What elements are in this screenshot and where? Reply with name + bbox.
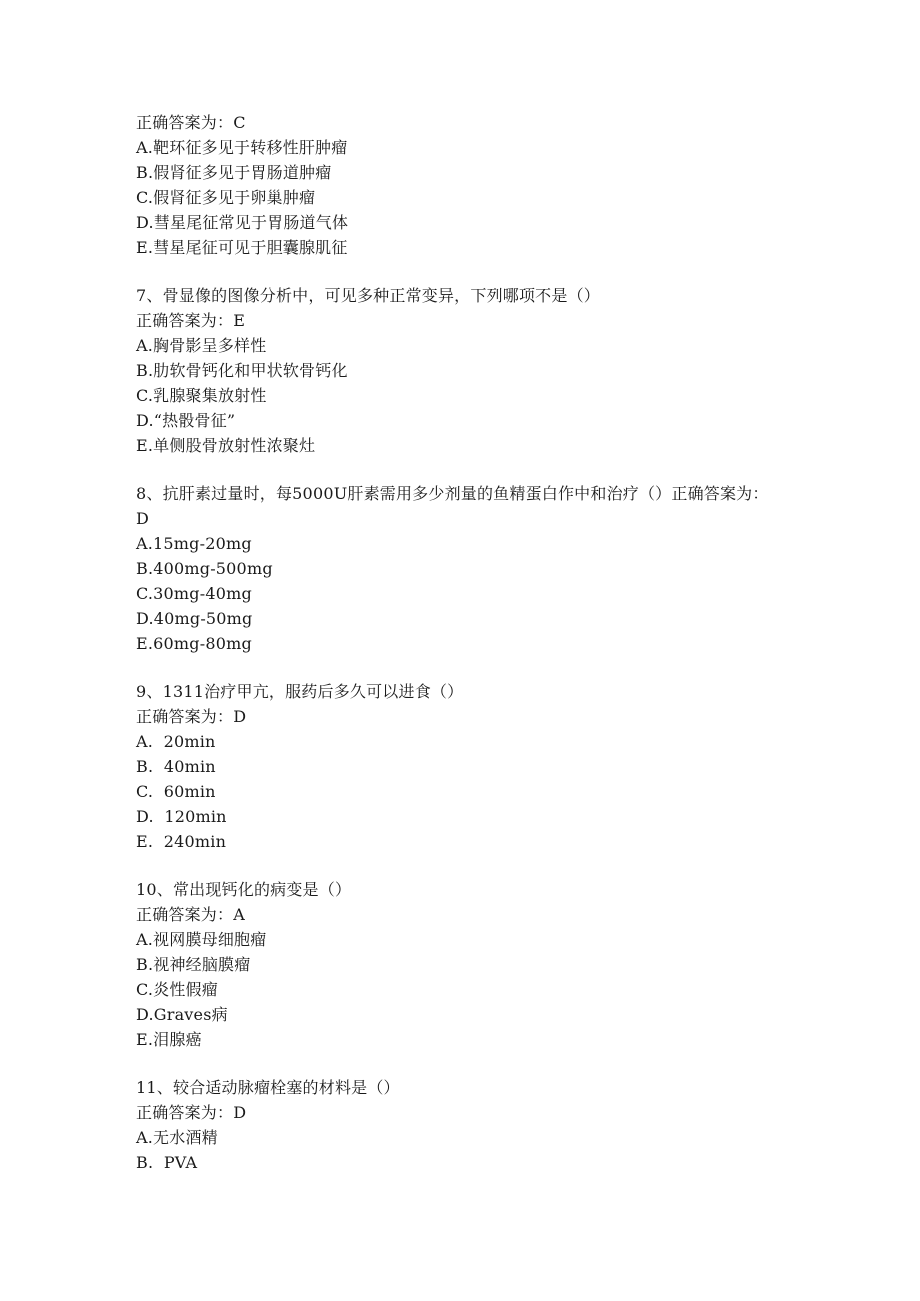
answer-line: 正确答案为：A (136, 905, 245, 924)
option-b: B.400mg-500mg (136, 559, 273, 578)
option-d: D.彗星尾征常见于胃肠道气体 (136, 213, 349, 232)
spacer (136, 854, 786, 877)
question-title: 8、抗肝素过量时，每5000U肝素需用多少剂量的鱼精蛋白作中和治疗（）正确答案为：D (136, 484, 769, 528)
option-a: A.胸骨影呈多样性 (136, 336, 267, 355)
document-page (136, 110, 786, 1175)
question-8 (136, 481, 786, 656)
spacer (136, 1052, 786, 1075)
question-title: 10、常出现钙化的病变是（） (136, 880, 352, 899)
option-a: A.15mg-20mg (136, 534, 252, 553)
question-10 (136, 877, 786, 1052)
question-title: 11、较合适动脉瘤栓塞的材料是（） (136, 1078, 400, 1097)
option-b: B.肋软骨钙化和甲状软骨钙化 (136, 361, 348, 380)
question-title: 9、1311治疗甲亢，服药后多久可以进食（） (136, 682, 464, 701)
option-d: D. 120min (136, 807, 227, 826)
answer-line: 正确答案为：D (136, 1103, 247, 1122)
option-b: B. PVA (136, 1153, 198, 1172)
option-d: D.Graves病 (136, 1005, 228, 1024)
option-e: E.60mg-80mg (136, 634, 252, 653)
option-c: C.乳腺聚集放射性 (136, 386, 267, 405)
option-c: C. 60min (136, 782, 216, 801)
option-c: C.炎性假瘤 (136, 980, 218, 999)
option-c: C.30mg-40mg (136, 584, 252, 603)
spacer (136, 260, 786, 283)
option-a: A.靶环征多见于转移性肝肿瘤 (136, 138, 348, 157)
option-e: E.彗星尾征可见于胆囊腺肌征 (136, 238, 348, 257)
answer-line: 正确答案为：C (136, 113, 246, 132)
question-9 (136, 679, 786, 854)
option-d: D.“热骰骨征” (136, 411, 236, 430)
option-e: E. 240min (136, 832, 227, 851)
spacer (136, 656, 786, 679)
option-e: E.单侧股骨放射性浓聚灶 (136, 436, 316, 455)
answer-line: 正确答案为：E (136, 311, 246, 330)
option-b: B.视神经脑膜瘤 (136, 955, 251, 974)
question-11 (136, 1075, 786, 1175)
answer-line: 正确答案为：D (136, 707, 247, 726)
option-b: B. 40min (136, 757, 216, 776)
option-a: A.无水酒精 (136, 1128, 218, 1147)
option-d: D.40mg-50mg (136, 609, 253, 628)
option-b: B.假肾征多见于胃肠道肿瘤 (136, 163, 332, 182)
option-a: A. 20min (136, 732, 216, 751)
question-title: 7、骨显像的图像分析中，可见多种正常变异，下列哪项不是（） (136, 286, 600, 305)
option-c: C.假肾征多见于卵巢肿瘤 (136, 188, 316, 207)
option-a: A.视网膜母细胞瘤 (136, 930, 267, 949)
question-fragment (136, 110, 786, 260)
question-7 (136, 283, 786, 458)
spacer (136, 458, 786, 481)
option-e: E.泪腺癌 (136, 1030, 202, 1049)
